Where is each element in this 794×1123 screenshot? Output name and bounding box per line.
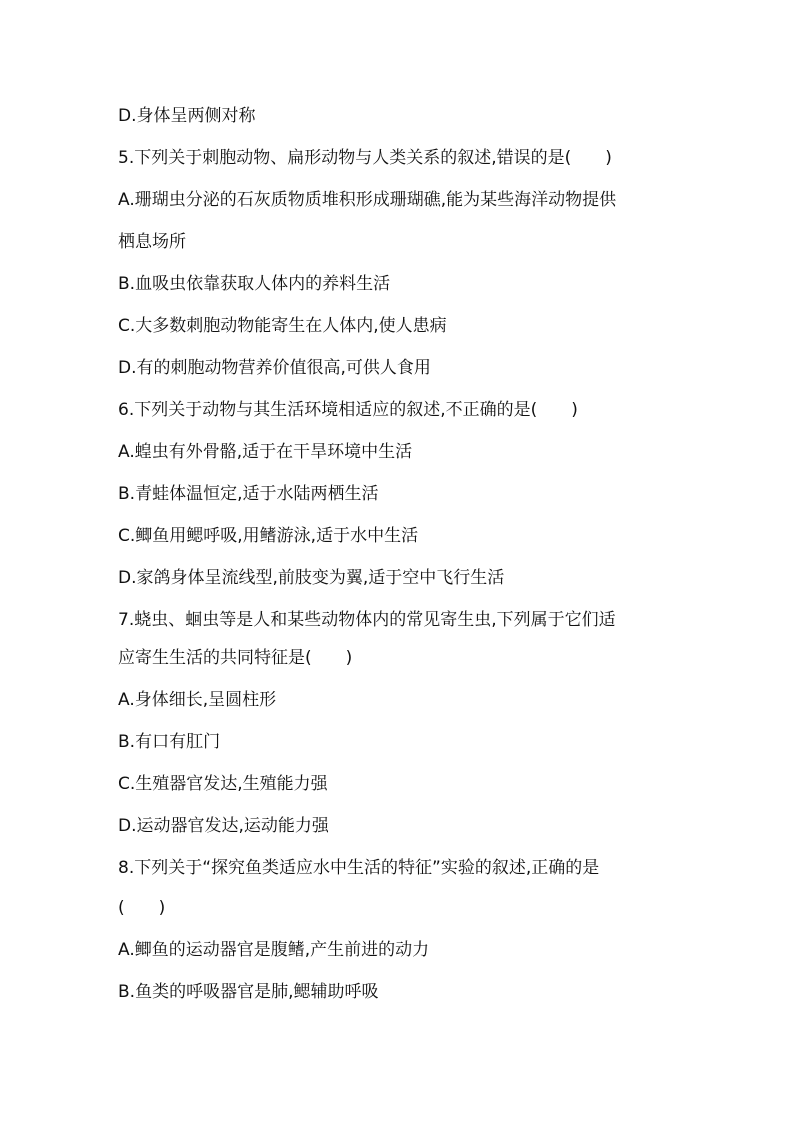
q5-option-a-cont: 栖息场所 [118,232,186,252]
q8-option-a: A.鲫鱼的运动器官是腹鳍,产生前进的动力 [118,940,430,960]
q7-stem: 7.蛲虫、蛔虫等是人和某些动物体内的常见寄生虫,下列属于它们适 [118,610,616,630]
q5-option-b: B.血吸虫依靠获取人体内的养料生活 [118,274,391,294]
q6-option-a: A.蝗虫有外骨骼,适于在干旱环境中生活 [118,442,413,462]
q8-option-b: B.鱼类的呼吸器官是肺,鳃辅助呼吸 [118,982,379,1002]
q4-option-d: D.身体呈两侧对称 [118,106,256,126]
q6-option-c: C.鲫鱼用鳃呼吸,用鳍游泳,适于水中生活 [118,526,419,546]
q5-option-a: A.珊瑚虫分泌的石灰质物质堆积形成珊瑚礁,能为某些海洋动物提供 [118,190,617,210]
q5-option-d: D.有的刺胞动物营养价值很高,可供人食用 [118,358,431,378]
q6-option-b: B.青蛙体温恒定,适于水陆两栖生活 [118,484,379,504]
q5-option-c: C.大多数刺胞动物能寄生在人体内,使人患病 [118,316,447,336]
q7-option-b: B.有口有肛门 [118,732,221,752]
q8-stem: 8.下列关于“探究鱼类适应水中生活的特征”实验的叙述,正确的是 [118,858,600,878]
q6-option-d: D.家鸽身体呈流线型,前肢变为翼,适于空中飞行生活 [118,568,505,588]
q7-option-d: D.运动器官发达,运动能力强 [118,816,329,836]
q7-option-a: A.身体细长,呈圆柱形 [118,690,277,710]
q7-stem-cont: 应寄生生活的共同特征是( ) [118,648,353,668]
q6-stem: 6.下列关于动物与其生活环境相适应的叙述,不正确的是( ) [118,400,578,420]
q7-option-c: C.生殖器官发达,生殖能力强 [118,774,328,794]
q8-stem-cont: ( ) [118,898,166,918]
q5-stem: 5.下列关于刺胞动物、扁形动物与人类关系的叙述,错误的是( ) [118,148,612,168]
